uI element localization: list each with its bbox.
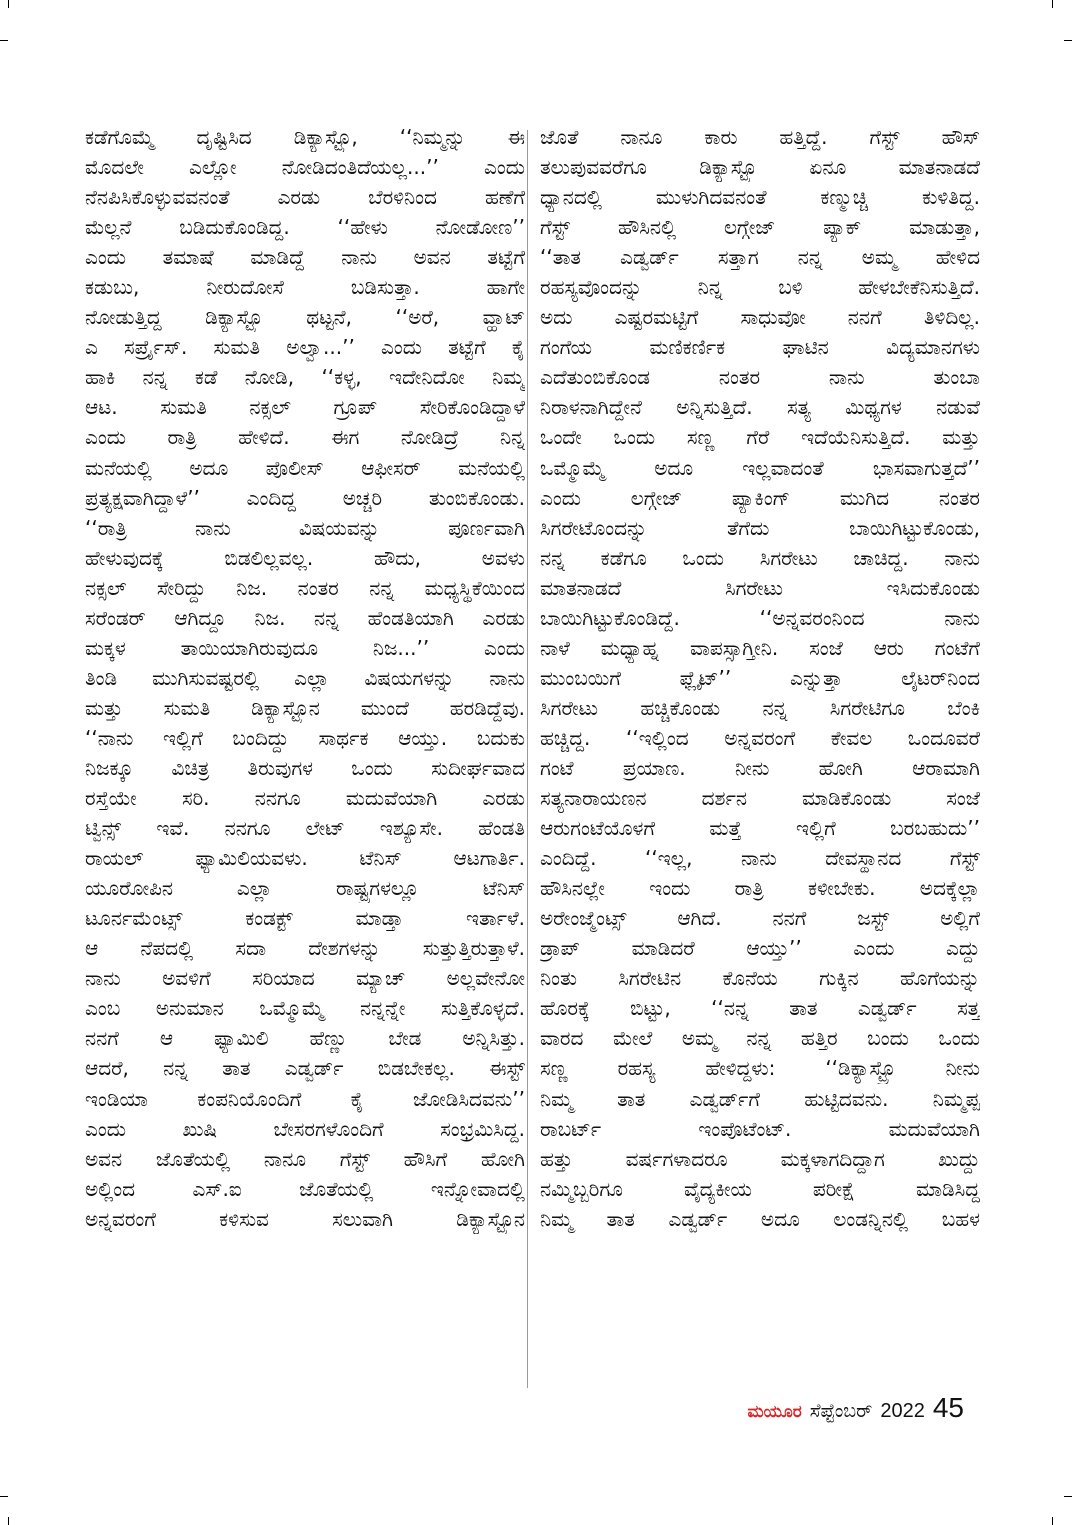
text-line: ಟ್ವಿನ್ಸ್ ಇವೆ. ನನಗೂ ಲೇಟ್ ಇಶ್ಯೂಸೇ. ಹೆಂಡತಿ xyxy=(85,816,525,841)
text-line: ಗಂಟೆ ಪ್ರಯಾಣ. ನೀನು ಹೋಗಿ ಆರಾಮಾಗಿ xyxy=(540,755,980,780)
text-line: ‘‘ನಾನು ಇಲ್ಲಿಗೆ ಬಂದಿದ್ದು ಸಾರ್ಥಕ ಆಯ್ತು. ಬದುಕು xyxy=(85,725,525,750)
page-footer xyxy=(747,1392,964,1432)
crop-mark-mid-right xyxy=(1064,40,1072,41)
text-line: ನಿಂತು ಸಿಗರೇಟಿನ ಕೊನೆಯ ಗುಕ್ಕಿನ ಹೊಗೆಯನ್ನು xyxy=(540,966,980,991)
text-line: ಕಡುಬು, ನೀರುದೋಸೆ ಬಡಿಸುತ್ತಾ. ಹಾಗೇ xyxy=(85,275,525,300)
text-line: ನಿಮ್ಮ ತಾತ ಎಡ್ವರ್ಡ್‌ಗೆ ಹುಟ್ಟಿದವನು. ನಿಮ್ಮಪ್ಪ xyxy=(540,1086,980,1111)
text-line: ಪ್ರತ್ಯಕ್ಷವಾಗಿದ್ದಾಳೆ’’ ಎಂದಿದ್ದ ಅಚ್ಚರಿ ತುಂಬಿಕೊಂಡು. xyxy=(85,485,525,510)
text-line: ಎದೆತುಂಬಿಕೊಂಡ ನಂತರ ನಾನು ತುಂಬಾ xyxy=(540,365,980,390)
text-line: ಎಂದಿದ್ದೆ. ‘‘ಇಲ್ಲ, ನಾನು ದೇವಸ್ಥಾನದ ಗೆಸ್ಟ್ xyxy=(540,846,980,871)
issue-month: ಸೆಪ್ಟೆಂಬರ್ xyxy=(809,1400,873,1422)
text-line: ಯೂರೋಪಿನ ಎಲ್ಲಾ ರಾಷ್ಟ್ರಗಳಲ್ಲೂ ಟೆನಿಸ್ xyxy=(85,876,525,901)
left-text-column xyxy=(85,122,525,1234)
text-line: ನನ್ನ ಕಡೆಗೂ ಒಂದು ಸಿಗರೇಟು ಚಾಚಿದ್ದ. ನಾನು xyxy=(540,545,980,570)
text-line: ಹೊರಕ್ಕೆ ಬಿಟ್ಟು, ‘‘ನನ್ನ ತಾತ ಎಡ್ವರ್ಡ್ ಸತ್ತ xyxy=(540,996,980,1021)
text-line: ಆರುಗಂಟೆಯೊಳಗೆ ಮತ್ತೆ ಇಲ್ಲಿಗೆ ಬರಬಹುದು’’ xyxy=(540,816,980,841)
text-line: ಇಂಡಿಯಾ ಕಂಪನಿಯೊಂದಿಗೆ ಕೈ ಜೋಡಿಸಿದವನು’’ xyxy=(85,1086,525,1111)
text-line: ಎಂದು ರಾತ್ರಿ ಹೇಳಿದೆ. ಈಗ ನೋಡಿದ್ರೆ ನಿನ್ನ xyxy=(85,425,525,450)
text-line: ‘‘ರಾತ್ರಿ ನಾನು ವಿಷಯವನ್ನು ಪೂರ್ಣವಾಗಿ xyxy=(85,515,525,540)
text-line: ಸಿಗರೇಟು ಹಚ್ಚಿಕೊಂಡು ನನ್ನ ಸಿಗರೇಟಿಗೂ ಬೆಂಕಿ xyxy=(540,695,980,720)
text-line: ಕಡೆಗೊಮ್ಮೆ ದೃಷ್ಟಿಸಿದ ಡಿಕ್ಯಾಸ್ಟ್ರೊ, ‘‘ನಿಮ್ಮನ್ನು ಈ xyxy=(85,125,525,149)
text-line: ಅಲ್ಲಿಂದ ಎಸ್.ಐ ಜೊತೆಯಲ್ಲಿ ಇನ್ನೋವಾದಲ್ಲಿ xyxy=(85,1176,525,1201)
text-line: ನಾಳೆ ಮಧ್ಯಾಹ್ನ ವಾಪಸ್ಸಾಗ್ತೀನಿ. ಸಂಜೆ ಆರು ಗಂಟೆಗೆ xyxy=(540,635,980,660)
text-line: ಎಂದು ಲಗ್ಗೇಜ್ ಪ್ಯಾಕಿಂಗ್ ಮುಗಿದ ನಂತರ xyxy=(540,485,980,510)
magazine-brand: ಮಯೂರ xyxy=(747,1402,802,1422)
text-line: ಗಂಗೆಯ ಮಣಿಕರ್ಣಿಕ ಘಾಟಿನ ವಿದ್ಯಮಾನಗಳು xyxy=(540,335,980,360)
text-line: ಮಕ್ಕಳ ತಾಯಿಯಾಗಿರುವುದೂ ನಿಜ...’’ ಎಂದು xyxy=(85,635,525,660)
right-text-column xyxy=(540,122,980,1234)
text-line: ಎಂದು ತಮಾಷೆ ಮಾಡಿದ್ದೆ ನಾನು ಅವನ ತಟ್ಟೆಗೆ xyxy=(85,245,525,270)
text-line: ಮನೆಯಲ್ಲಿ ಅದೂ ಪೊಲೀಸ್ ಆಫೀಸರ್ ಮನೆಯಲ್ಲಿ xyxy=(85,455,525,480)
crop-mark-bottom-left xyxy=(0,1496,8,1497)
text-line: ಹೌಸಿನಲ್ಲೇ ಇಂದು ರಾತ್ರಿ ಕಳೀಬೇಕು. ಅದಕ್ಕೆಲ್ಲಾ xyxy=(540,876,980,901)
text-line: ನೋಡುತ್ತಿದ್ದ ಡಿಕ್ಯಾಸ್ಟ್ರೊ ಥಟ್ಟನೆ, ‘‘ಅರೆ, ವ್ಹಾಟ್ xyxy=(85,305,525,330)
text-line: ಅರೇಂಜ್ಮೆಂಟ್ಸ್ ಆಗಿದೆ. ನನಗೆ ಜಸ್ಟ್ ಅಲ್ಲಿಗೆ xyxy=(540,906,980,931)
text-line: ಹಚ್ಚಿದ್ದ. ‘‘ಇಲ್ಲಿಂದ ಅನ್ನವರಂಗೆ ಕೇವಲ ಒಂದೂವರೆ xyxy=(540,725,980,750)
text-line: ನಕ್ಸಲ್ ಸೇರಿದ್ದು ನಿಜ. ನಂತರ ನನ್ನ ಮಧ್ಯಸ್ಥಿಕೆಯಿಂದ xyxy=(85,575,525,600)
text-line: ಆ ನೆಪದಲ್ಲಿ ಸದಾ ದೇಶಗಳನ್ನು ಸುತ್ತುತ್ತಿರುತ್ತಾಳೆ. xyxy=(85,936,525,961)
text-line: ಆಟ. ಸುಮತಿ ನಕ್ಸಲ್ ಗ್ರೂಪ್ ಸೇರಿಕೊಂಡಿದ್ದಾಳೆ xyxy=(85,395,525,420)
text-line: ಗೆಸ್ಟ್ ಹೌಸಿನಲ್ಲಿ ಲಗ್ಗೇಜ್ ಪ್ಯಾಕ್ ಮಾಡುತ್ತಾ, xyxy=(540,215,980,240)
text-line: ‘‘ತಾತ ಎಡ್ವರ್ಡ್ ಸತ್ತಾಗ ನನ್ನ ಅಮ್ಮ ಹೇಳಿದ xyxy=(540,245,980,270)
text-line: ಅವನ ಜೊತೆಯಲ್ಲಿ ನಾನೂ ಗೆಸ್ಟ್ ಹೌಸಿಗೆ ಹೋಗಿ xyxy=(85,1146,525,1171)
text-line: ಅದು ಎಷ್ಟರಮಟ್ಟಿಗೆ ಸಾಧುವೋ ನನಗೆ ತಿಳಿದಿಲ್ಲ. xyxy=(540,305,980,330)
issue-year: 2022 xyxy=(880,1400,925,1422)
text-line: ಸತ್ಯನಾರಾಯಣನ ದರ್ಶನ ಮಾಡಿಕೊಂಡು ಸಂಜೆ xyxy=(540,786,980,811)
text-line: ಎಂಬ ಅನುಮಾನ ಒಮ್ಮೊಮ್ಮೆ ನನ್ನನ್ನೇ ಸುತ್ತಿಕೊಳ್ಳದೆ. xyxy=(85,996,525,1021)
text-line: ನಮ್ಮಿಬ್ಬರಿಗೂ ವೈದ್ಯಕೀಯ ಪರೀಕ್ಷೆ ಮಾಡಿಸಿದ್ದ xyxy=(540,1176,980,1201)
crop-mark-top-left xyxy=(8,0,9,8)
text-line: ಜೊತೆ ನಾನೂ ಕಾರು ಹತ್ತಿದ್ದೆ. ಗೆಸ್ಟ್ ಹೌಸ್ xyxy=(540,125,980,149)
text-line: ರಸ್ತೆಯೇ ಸರಿ. ನನಗೂ ಮದುವೆಯಾಗಿ ಎರಡು xyxy=(85,786,525,811)
text-line: ಡ್ರಾಪ್ ಮಾಡಿದರೆ ಆಯ್ತು’’ ಎಂದು ಎದ್ದು xyxy=(540,936,980,961)
crop-mark-top-right xyxy=(1052,0,1053,8)
crop-mark-mid-left xyxy=(0,40,8,41)
text-line: ತಿಂಡಿ ಮುಗಿಸುವಷ್ಟರಲ್ಲಿ ಎಲ್ಲಾ ವಿಷಯಗಳನ್ನು ನಾನು xyxy=(85,665,525,690)
text-line: ನಿರಾಳನಾಗಿದ್ದೇನೆ ಅನ್ನಿಸುತ್ತಿದೆ. ಸತ್ಯ ಮಿಥ್ಯಗಳ ನಡುವೆ xyxy=(540,395,980,420)
text-line: ಮುಂಬಯಿಗೆ ಫ್ಲೈಟ್’’ ಎನ್ನುತ್ತಾ ಲೈಟರ್‌ನಿಂದ xyxy=(540,665,980,690)
text-line: ನಿಮ್ಮ ತಾತ ಎಡ್ವರ್ಡ್ ಅದೂ ಲಂಡನ್ನಿನಲ್ಲಿ ಬಹಳ xyxy=(540,1206,980,1231)
text-line: ನಿಜಕ್ಕೂ ವಿಚಿತ್ರ ತಿರುವುಗಳ ಒಂದು ಸುದೀರ್ಘವಾದ xyxy=(85,755,525,780)
crop-mark-bottom-right xyxy=(1064,1496,1072,1497)
column-divider xyxy=(527,130,528,1388)
text-line: ನನಗೆ ಆ ಫ್ಯಾಮಿಲಿ ಹೆಣ್ಣು ಬೇಡ ಅನ್ನಿಸಿತ್ತು. xyxy=(85,1026,525,1051)
text-line: ಮತ್ತು ಸುಮತಿ ಡಿಕ್ಯಾಸ್ಟ್ರೊನ ಮುಂದೆ ಹರಡಿದ್ದೆವು. xyxy=(85,695,525,720)
text-line: ನೆನಪಿಸಿಕೊಳ್ಳುವವನಂತೆ ಎರಡು ಬೆರಳಿನಿಂದ ಹಣೆಗೆ xyxy=(85,185,525,210)
text-line: ರಹಸ್ಯವೊಂದನ್ನು ನಿನ್ನ ಬಳಿ ಹೇಳಬೇಕೆನಿಸುತ್ತಿದೆ. xyxy=(540,275,980,300)
text-line: ಧ್ಯಾನದಲ್ಲಿ ಮುಳುಗಿದವನಂತೆ ಕಣ್ಮುಚ್ಚಿ ಕುಳಿತಿದ್ದ. xyxy=(540,185,980,210)
text-line: ಒಮ್ಮೊಮ್ಮೆ ಅದೂ ಇಲ್ಲವಾದಂತೆ ಭಾಸವಾಗುತ್ತದೆ’’ xyxy=(540,455,980,480)
text-line: ರಾಬರ್ಟ್ ಇಂಪೊಟೆಂಟ್. ಮದುವೆಯಾಗಿ xyxy=(540,1116,980,1141)
text-line: ಸಿಗರೇಟೊಂದನ್ನು ತೆಗೆದು ಬಾಯಿಗಿಟ್ಟುಕೊಂಡು, xyxy=(540,515,980,540)
text-line: ಹೇಳುವುದಕ್ಕೆ ಬಿಡಲಿಲ್ಲವಲ್ಲ. ಹೌದು, ಅವಳು xyxy=(85,545,525,570)
crop-mark-foot-right xyxy=(1052,1517,1053,1525)
text-line: ಬಾಯಿಗಿಟ್ಟುಕೊಂಡಿದ್ದೆ. ‘‘ಅನ್ನವರಂನಿಂದ ನಾನು xyxy=(540,605,980,630)
text-line: ಒಂದೇ ಒಂದು ಸಣ್ಣ ಗೆರೆ ಇದೆಯೆನಿಸುತ್ತಿದೆ. ಮತ್ತು xyxy=(540,425,980,450)
text-line: ನಾನು ಅವಳಿಗೆ ಸರಿಯಾದ ಮ್ಯಾಚ್ ಅಲ್ಲವೇನೋ xyxy=(85,966,525,991)
text-line: ಮೆಲ್ಲನೆ ಬಡಿದುಕೊಂಡಿದ್ದ. ‘‘ಹೇಳು ನೋಡೋಣ’’ xyxy=(85,215,525,240)
text-line: ಹಾಕಿ ನನ್ನ ಕಡೆ ನೋಡಿ, ‘‘ಕಳ್ಳ, ಇದೇನಿದೋ ನಿಮ್ಮ xyxy=(85,365,525,390)
text-line: ಮಾತನಾಡದೆ ಸಿಗರೇಟು ಇಸಿದುಕೊಂಡು xyxy=(540,575,980,600)
text-line: ರಾಯಲ್ ಫ್ಯಾಮಿಲಿಯವಳು. ಟೆನಿಸ್ ಆಟಗಾರ್ತಿ. xyxy=(85,846,525,871)
text-line: ತಲುಪುವವರೆಗೂ ಡಿಕ್ಯಾಸ್ಟ್ರೊ ಏನೂ ಮಾತನಾಡದೆ xyxy=(540,155,980,180)
text-line: ಸಣ್ಣ ರಹಸ್ಯ ಹೇಳಿದ್ದಳು: ‘‘ಡಿಕ್ಯಾಸ್ಟ್ರೊ ನೀನು xyxy=(540,1056,980,1081)
text-line: ವಾರದ ಮೇಲೆ ಅಮ್ಮ ನನ್ನ ಹತ್ತಿರ ಬಂದು ಒಂದು xyxy=(540,1026,980,1051)
text-line: ಎಂದು ಖುಷಿ ಬೇಸರಗಳೊಂದಿಗೆ ಸಂಭ್ರಮಿಸಿದ್ದ. xyxy=(85,1116,525,1141)
text-line: ಹತ್ತು ವರ್ಷಗಳಾದರೂ ಮಕ್ಕಳಾಗದಿದ್ದಾಗ ಖುದ್ದು xyxy=(540,1146,980,1171)
text-line: ಎ ಸರ್ಪ್ರೈಸ್. ಸುಮತಿ ಅಲ್ವಾ...’’ ಎಂದು ತಟ್ಟೆಗೆ ಕೈ xyxy=(85,335,525,360)
page-number: 45 xyxy=(932,1392,964,1423)
text-line: ಟೂರ್ನಮೆಂಟ್ಸ್ ಕಂಡಕ್ಟ್ ಮಾಡ್ತಾ ಇರ್ತಾಳೆ. xyxy=(85,906,525,931)
text-line: ಮೊದಲೇ ಎಲ್ಲೋ ನೋಡಿದಂತಿದೆಯಲ್ಲ...’’ ಎಂದು xyxy=(85,155,525,180)
crop-mark-foot-left xyxy=(8,1517,9,1525)
text-line: ಅನ್ನವರಂಗೆ ಕಳಿಸುವ ಸಲುವಾಗಿ ಡಿಕ್ಯಾಸ್ಟ್ರೊನ xyxy=(85,1206,525,1231)
text-line: ಆದರೆ, ನನ್ನ ತಾತ ಎಡ್ವರ್ಡ್ ಬಿಡಬೇಕಲ್ಲ. ಈಸ್ಟ್ xyxy=(85,1056,525,1081)
text-line: ಸರೆಂಡರ್ ಆಗಿದ್ದೂ ನಿಜ. ನನ್ನ ಹೆಂಡತಿಯಾಗಿ ಎರಡು xyxy=(85,605,525,630)
